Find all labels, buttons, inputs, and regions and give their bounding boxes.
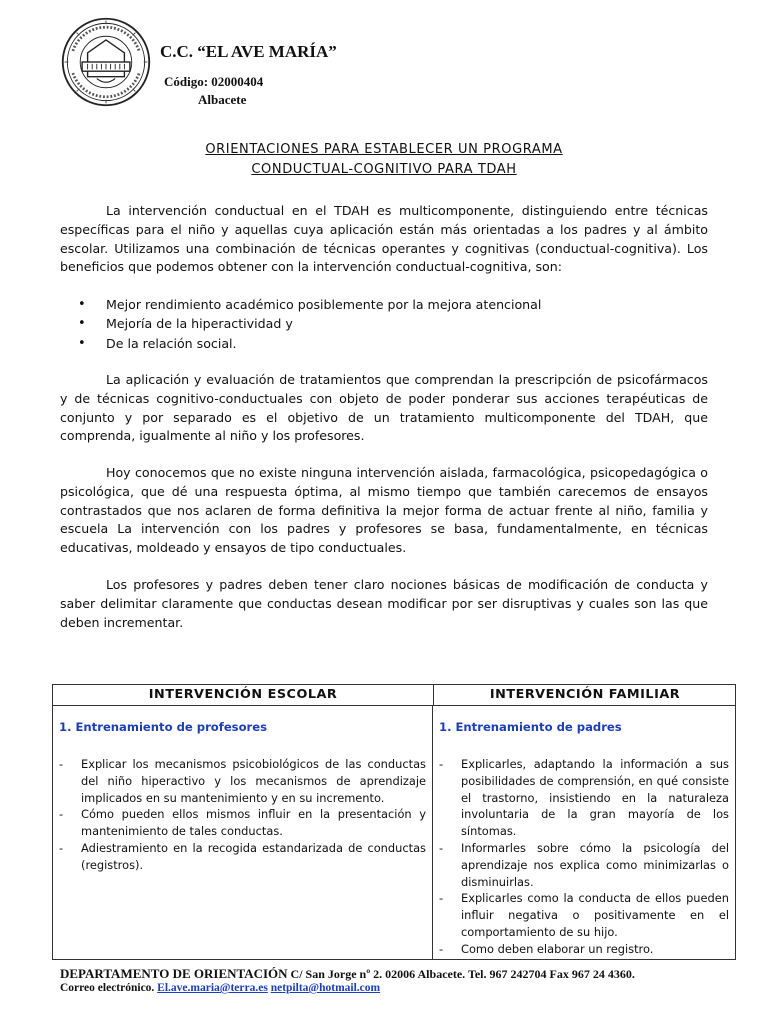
footer-address-line: [60, 966, 635, 982]
list-item: - Explicar los mecanismos psicobiológicos de las conductas del niño hiperactivo y los mecanismos de aprendizaje implicados en su mantenimiento y en su incremento.: [59, 756, 426, 806]
list-item: - Cómo pueden ellos mismos influir en la presentación y mantenimiento de tales conductas.: [59, 806, 426, 840]
footer-department: DEPARTAMENTO DE ORIENTACIÓN: [60, 966, 288, 981]
parent-training-subheader: 1. Entrenamiento de padres: [439, 720, 622, 734]
document-title-line-1: ORIENTACIONES PARA ESTABLECER UN PROGRAMA: [205, 142, 563, 157]
footer-email-line: [60, 982, 380, 994]
teachers-parents-paragraph: Los profesores y padres deben tener claro nociones básicas de modificación de conducta y saber delimitar claramente que conductas desean modificar por ser disruptivas y cuales son las que deben incrementar.: [60, 577, 708, 630]
school-code: Código: 02000404: [164, 74, 264, 89]
benefit-item: • Mejoría de la hiperactividad y: [78, 314, 541, 333]
school-intervention-cell: [53, 706, 433, 959]
teacher-training-subheader: 1. Entrenamiento de profesores: [59, 720, 268, 734]
family-intervention-cell: [433, 706, 735, 959]
list-item: - Explicarles como la conducta de ellos pueden influir negativa o positivamente en el comportamiento de su hijo.: [439, 890, 729, 940]
family-intervention-header: INTERVENCIÓN FAMILIAR: [489, 687, 681, 702]
list-item: - Explicarles, adaptando la información a sus posibilidades de comprensión, en qué consiste el trastorno, insistiendo en la naturaleza involuntaria de la gran mayoría de los síntomas.: [439, 756, 729, 840]
email-link-terra[interactable]: El.ave.maria@terra.es: [157, 982, 268, 994]
intro-paragraph: La intervención conductual en el TDAH es multicomponente, distinguiendo entre técnicas específicas para el niño y aquellas cuya aplicación están más orientadas a los padres y al ámbito escolar. Utilizamos una combinación de técnicas operantes y cognitivas (conductual-cognitiva). Los beneficios que podemos obtener con la intervención conductual-cognitiva, son:: [60, 203, 708, 275]
school-intervention-header: INTERVENCIÓN ESCOLAR: [53, 685, 434, 705]
email-link-hotmail[interactable]: netpilta@hotmail.com: [270, 982, 381, 994]
footer-address: C/ San Jorge nº 2. 02006 Albacete. Tel. 967 242704 Fax 967 24 4360.: [290, 967, 635, 981]
list-item: - Adiestramiento en la recogida estandarizada de conductas (registros).: [59, 840, 426, 874]
footer-email-label: Correo electrónico.: [60, 982, 155, 994]
benefit-item: • De la relación social.: [78, 334, 541, 353]
intervention-paragraph: Hoy conocemos que no existe ninguna intervención aislada, farmacológica, psicopedagógica o psicológica, que dé una respuesta óptima, al mismo tiempo que también carecemos de ensayos contrastados que nos aclaren de forma definitiva la mejor forma de actuar frente al niño, familia y escuela La intervención con los padres y profesores se basa, fundamentalmente, en técnicas educativas, moldeado y ensayos de tipo conductuales.: [60, 465, 708, 556]
benefit-item: • Mejor rendimiento académico posiblemente por la mejora atencional: [78, 295, 541, 314]
teacher-training-list: [59, 756, 426, 874]
document-title-line-2: CONDUCTUAL-COGNITIVO PARA TDAH: [251, 162, 517, 177]
benefits-list: [78, 295, 541, 353]
list-item: - Informarles sobre cómo la psicología del aprendizaje nos explica como minimizarlas o disminuirlas.: [439, 840, 729, 890]
treatment-paragraph: La aplicación y evaluación de tratamientos que comprendan la prescripción de psicofármacos y de técnicas cognitivo-conductuales con objeto de poder ponderar sus acciones terapéuticas de conjunto y por separado es el objetivo de un tratamiento multicomponente del TDAH, que comprenda, igualmente al niño y los profesores.: [60, 372, 708, 444]
table-body-row: [53, 706, 735, 959]
table-header-row: [53, 685, 735, 706]
school-city: Albacete: [198, 92, 247, 107]
school-name: C.C. “EL AVE MARÍA”: [160, 42, 337, 61]
intervention-table: [52, 684, 736, 960]
list-item: - Como deben elaborar un registro.: [439, 941, 729, 958]
parent-training-list: [439, 756, 729, 958]
school-seal-icon: [60, 16, 152, 108]
